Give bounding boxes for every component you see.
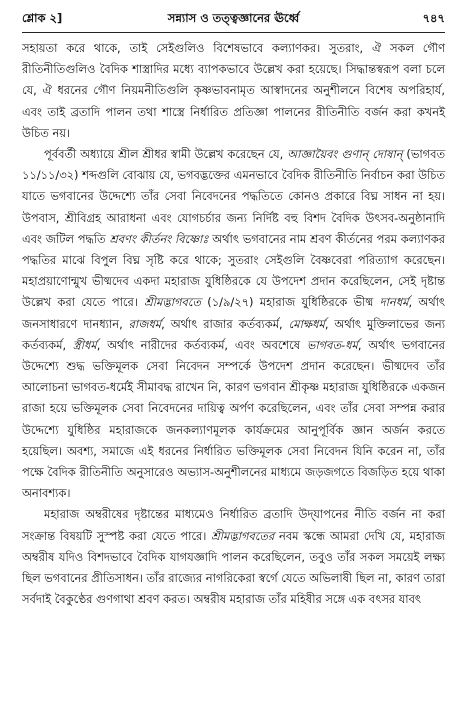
text-run: , অর্থাৎ মুক্তিলাভের জন্য কর্তব্যকর্ম, — [22, 316, 445, 352]
text-run: পূর্ববর্তী অধ্যায়ে শ্রীল শ্রীধর স্বামী উল্লেখ করেছেন যে, — [44, 147, 288, 162]
text-run: অর্থাৎ ভগবানের নাম শ্রবণ কীর্তনের পরম কল্যাণকর পদ্ধতির মাঝে বিপুল বিঘ্ন সৃষ্টি করে থাকে; সুতরাং সেইগুলি বৈষ্ণবেরা পরিত্যাগ করেছেন। মহাপ্রয়াণোন্মুখ ভীষ্মদেব একদা মহারাজ যুধিষ্ঠিরকে যে উপদেশ প্রদান করেছিলেন, সেই দৃষ্টান্ত উল্লেখ করা যেতে পারে। — [22, 231, 445, 310]
italic-term: দানধর্ম — [379, 295, 409, 310]
text-run: , অর্থাৎ রাজার কর্তব্যকর্ম, — [161, 316, 289, 331]
italic-term: ভাগবত-ধর্ম — [306, 337, 358, 352]
verse-reference: শ্লোক ২] — [22, 10, 63, 25]
paragraph-2 — [22, 144, 445, 504]
italic-term: স্ত্রীধর্ম — [72, 337, 97, 352]
italic-term: শ্রীমদ্ভাগবতের — [211, 528, 275, 543]
paragraph-3 — [22, 504, 445, 610]
italic-term: রাজধর্ম — [128, 316, 162, 331]
text-run: , অর্থাৎ ভগবানের উদ্দেশ্যে শুদ্ধ ভক্তিমূলক সেবা নিবেদন সম্পর্কে উপদেশ প্রদান করেছেন। ভীষ্মদেব তাঁর আলোচনা ভাগবত-ধর্মেই সীমাবদ্ধ রাখেন নি, কারণ ভগবান শ্রীকৃষ্ণ মহারাজ যুধিষ্ঠিরকে একজন রাজা হয়ে ভক্তিমূলক সেবা নিবেদনের দায়িত্ব অর্পণ করেছিলেন, এবং তাঁর সেবা সম্পন্ন করার উদ্দেশ্যে যুধিষ্ঠির মহারাজকে জনকল্যাণমূলক কার্যক্রমের আনুপূর্বিক জ্ঞান অর্জন করতে হয়েছিল। অবশ্য, সমাজে এই ধরনের নির্ধারিত ভক্তিমূলক সেবা নিবেদন যিনি করেন না, তাঁর পক্ষে বৈদিক রীতিনীতি অনুসারেও অভ্যাস-অনুশীলনের মাধ্যমে জড়জগতে বিজড়িত হয়ে থাকা অনাবশ্যক। — [22, 337, 446, 501]
italic-term: শ্রীমদ্ভাগবতে — [144, 295, 201, 310]
text-run: (১/৯/২৭) মহারাজ যুধিষ্ঠিরকে ভীষ্ম — [200, 295, 380, 310]
text-run: নবম স্কন্ধে আমরা দেখি যে, মহারাজ অম্বরীষ যদিও বিশদভাবে বৈদিক যাগযজ্ঞাদি পালন করেছিলেন, তবুও তাঁর সকল সময়েই লক্ষ্য ছিল ভগবানের প্রীতিসাধন। তাঁর রাজ্যের নাগরিকেরা স্বর্গে যেতে অভিলাষী ছিল না, কারণ তারা সর্বদাই বৈকুণ্ঠের গুণগাথা শ্রবণ করত। অম্বরীষ মহারাজ তাঁর মহিষীর সঙ্গে এক বৎসর যাবৎ — [22, 528, 445, 607]
page-header — [22, 8, 445, 30]
text-run: মহারাজ অম্বরীষের দৃষ্টান্তের মাধ্যমেও নির্ধারিত ব্রতাদি উদ্‌যাপনের নীতি বর্জন না করা সংক্রান্ত বিষয়টি সুস্পষ্ট করা যেতে পারে। — [22, 507, 445, 543]
italic-term: শ্রবণং কীর্তনং বিষ্ণোঃ — [109, 231, 209, 246]
text-run: সহায়তা করে থাকে, তাই সেইগুলিও বিশেষভাবে কল্যাণকর। সুতরাং, ঐ সকল গৌণ রীতিনীতিগুলিও বৈদিক শাস্ত্রাদির মধ্যে ব্যাপকভাবে উল্লেখ করা হয়েছে। সিদ্ধান্তস্বরূপ বলা চলে যে, ঐ ধরনের গৌণ নিয়মনীতিগুলি কৃষ্ণভাবনামৃত আস্বাদনের অনুশীলনে বিশেষ অপরিহার্য, এবং তাই ব্রতাদি পালন তথা শাস্ত্রে নির্ধারিত প্রতিজ্ঞা পালনের রীতিনীতি বর্জন করা কখনই উচিত নয়। — [22, 41, 445, 140]
chapter-title: সন্ন্যাস ও তত্ত্বজ্ঞানের ঊর্ধ্বে — [167, 10, 300, 25]
paragraph-1 — [22, 38, 445, 144]
page-number: ৭৪৭ — [422, 10, 445, 25]
text-run: , অর্থাৎ নারীদের কর্তব্যকর্ম, এবং অবশেষে — [96, 337, 307, 352]
header-rule — [22, 32, 445, 33]
page-body — [22, 38, 445, 701]
italic-term: আজ্ঞায়ৈবং গুণান্ দোষান্ — [287, 147, 403, 162]
text-run: , অর্থাৎ জনসাধারণে দানধ্যান, — [22, 295, 446, 331]
text-run: (ভাগবত ১১/১১/৩২) শব্দগুলি বোঝায় যে, ভগবদ্ভক্তের এমনভাবে বৈদিক রীতিনীতি নির্বাচন করা উচিত যাতে ভগবানের উদ্দেশ্যে তাঁর সেবা নিবেদনের পদ্ধতিতে কোনও প্রকারে বিঘ্ন সাধন না হয়। উপবাস, শ্রীবিগ্রহ আরাধনা এবং যোগচর্চার জন্য নির্দিষ্ট বহু বিশদ বৈদিক উৎসব-অনুষ্ঠানাদি এবং জটিল পদ্ধতি — [22, 147, 445, 246]
italic-term: মোক্ষধর্ম — [288, 316, 325, 331]
